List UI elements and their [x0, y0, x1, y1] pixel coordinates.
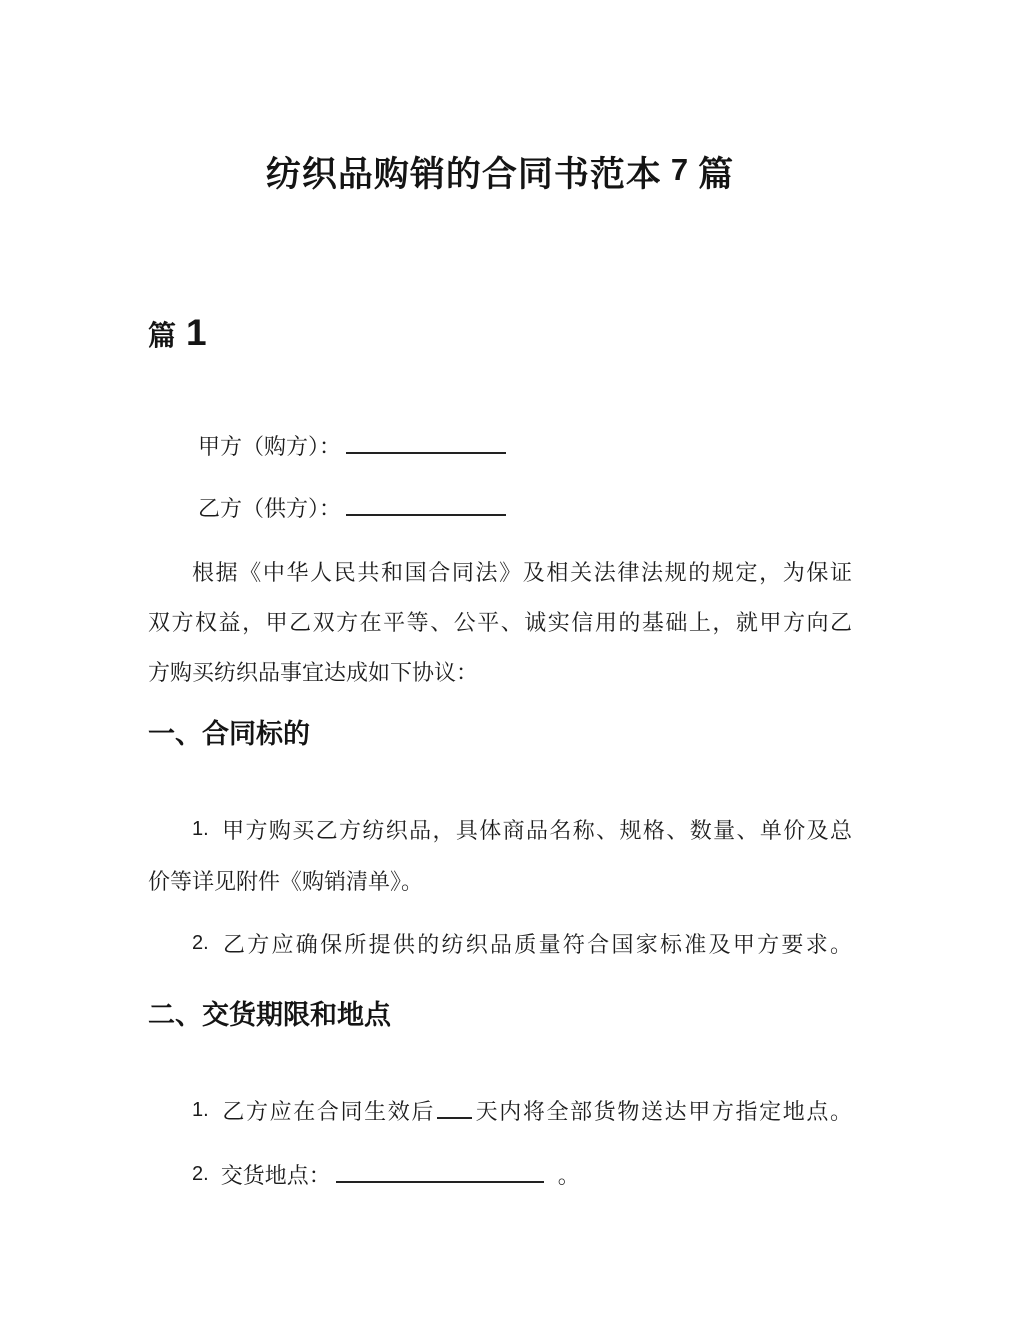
section-2-item-1-text-after: 天内将全部货物送达甲方指定地点。: [473, 1099, 852, 1124]
section-1-item-1-line-2: 价等详见附件《购销清单》。: [148, 869, 424, 894]
section-1-item-1-text: 甲方购买乙方纺织品，具体商品名称、规格、数量、单价及总: [220, 818, 852, 843]
document-title-count: 7: [670, 152, 690, 187]
party-b-fill-in-blank: [346, 494, 506, 516]
list-number: 2.: [192, 1163, 209, 1185]
sentence-period: 。: [557, 1163, 580, 1188]
preamble-line-3: 方购买纺织品事宜达成如下协议：: [148, 660, 479, 685]
delivery-place-label: 交货地点：: [220, 1163, 331, 1188]
party-a-line: [148, 432, 852, 462]
delivery-place-fill-in-blank: [336, 1161, 544, 1183]
section-2-item-1-text-before: 乙方应在合同生效后: [220, 1099, 435, 1124]
document-title: [148, 152, 852, 198]
section-1-item-2: [148, 920, 852, 971]
section-2-heading: 二、交货期限和地点: [148, 1000, 391, 1030]
section-1-item-1-line-1: [148, 806, 852, 857]
preamble-line-2: 双方权益，甲乙双方在平等、公平、诚实信用的基础上，就甲方向乙: [148, 610, 852, 635]
party-a-fill-in-blank: [346, 432, 506, 454]
party-a-label: 甲方（购方）：: [198, 434, 342, 459]
section-1-heading: 一、合同标的: [148, 719, 310, 749]
preamble-paragraph: [148, 548, 852, 698]
list-number: 2.: [192, 932, 209, 954]
preamble-line-1: 根据《中华人民共和国合同法》及相关法律法规的规定，为保证: [192, 560, 852, 585]
part-1-heading: [148, 312, 852, 356]
section-2-item-1: [148, 1087, 852, 1138]
list-number: 1.: [192, 1099, 209, 1121]
list-number: 1.: [192, 818, 209, 840]
section-1-item-2-text: 乙方应确保所提供的纺织品质量符合国家标准及甲方要求。: [220, 932, 852, 957]
document-title-unit: 篇: [698, 155, 735, 194]
party-b-label: 乙方（供方）：: [198, 496, 342, 521]
part-number: 1: [186, 312, 207, 353]
part-label: 篇: [148, 320, 177, 351]
party-b-line: [148, 494, 852, 524]
document-title-text: 纺织品购销的合同书范本: [265, 155, 662, 194]
section-2-item-2: [148, 1151, 852, 1202]
days-fill-in-blank: [437, 1097, 472, 1119]
